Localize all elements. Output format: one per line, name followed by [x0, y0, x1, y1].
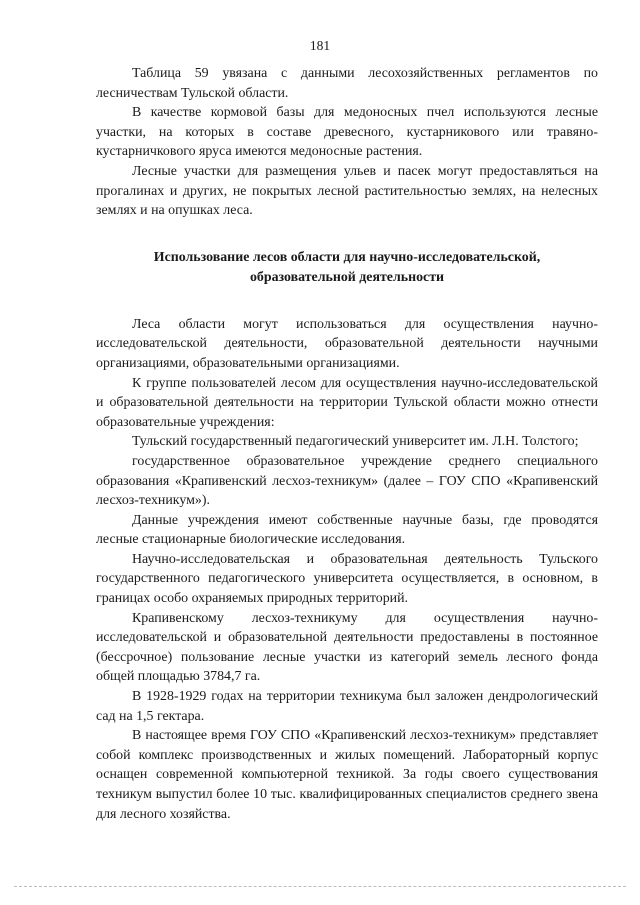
- paragraph: Крапивенскому лесхоз-техникуму для осуществления научно-исследовательской и образовательной деятельности предоставлены в постоянное (бессрочное) пользование лесные участки из категорий земель лесного фонда общей площадью 3784,7 га.: [96, 610, 598, 685]
- list-item: Тульский государственный педагогический университет им. Л.Н. Толстого;: [132, 434, 579, 450]
- paragraph: В качестве кормовой базы для медоносных пчел используются лесные участки, на которых в составе древесного, кустарникового или травяно-кустарничкового яруса имеются медоносные растения.: [96, 105, 598, 160]
- section-heading: Использование лесов области для научно-исследовательской, образовательной деятельности: [153, 249, 541, 285]
- page-number: 181: [309, 38, 331, 53]
- page-body: [96, 64, 598, 824]
- paragraph: К группе пользователей лесом для осуществления научно-исследовательской и образовательной деятельности на территории Тульской области можно отнести образовательные учреждения:: [96, 375, 598, 430]
- paragraph: В настоящее время ГОУ СПО «Крапивенский лесхоз-техникум» представляет собой комплекс производственных и жилых помещений. Лабораторный корпус оснащен современной компьютерной техникой. За годы своего существования техникум выпустил более 10 тыс. квалифицированных специалистов среднего звена для лесного хозяйства.: [96, 728, 598, 822]
- list-item: государственное образовательное учреждение среднего специального образования «Крапивенский лесхоз-техникум» (далее – ГОУ СПО «Крапивенский лесхоз-техникум»).: [96, 453, 598, 509]
- scan-edge-line: [14, 886, 626, 887]
- paragraph: Леса области могут использоваться для осуществления научно-исследовательской деятельности, образовательной деятельности научными организациями, образовательными организациями.: [96, 316, 598, 371]
- paragraph: Таблица 59 увязана с данными лесохозяйственных регламентов по лесничествам Тульской области.: [96, 66, 598, 101]
- paragraph: Данные учреждения имеют собственные научные базы, где проводятся лесные стационарные биологические исследования.: [96, 512, 598, 548]
- paragraph: Лесные участки для размещения ульев и пасек могут предоставляться на прогалинах и других, не покрытых лесной растительностью землях, на нелесных землях и на опушках леса.: [96, 163, 598, 219]
- paragraph: Научно-исследовательская и образовательная деятельность Тульского государственного педагогического университета осуществляется, в основном, в границах особо охраняемых природных территорий.: [96, 551, 598, 607]
- paragraph: В 1928-1929 годах на территории техникума был заложен дендрологический сад на 1,5 гектара.: [96, 689, 598, 724]
